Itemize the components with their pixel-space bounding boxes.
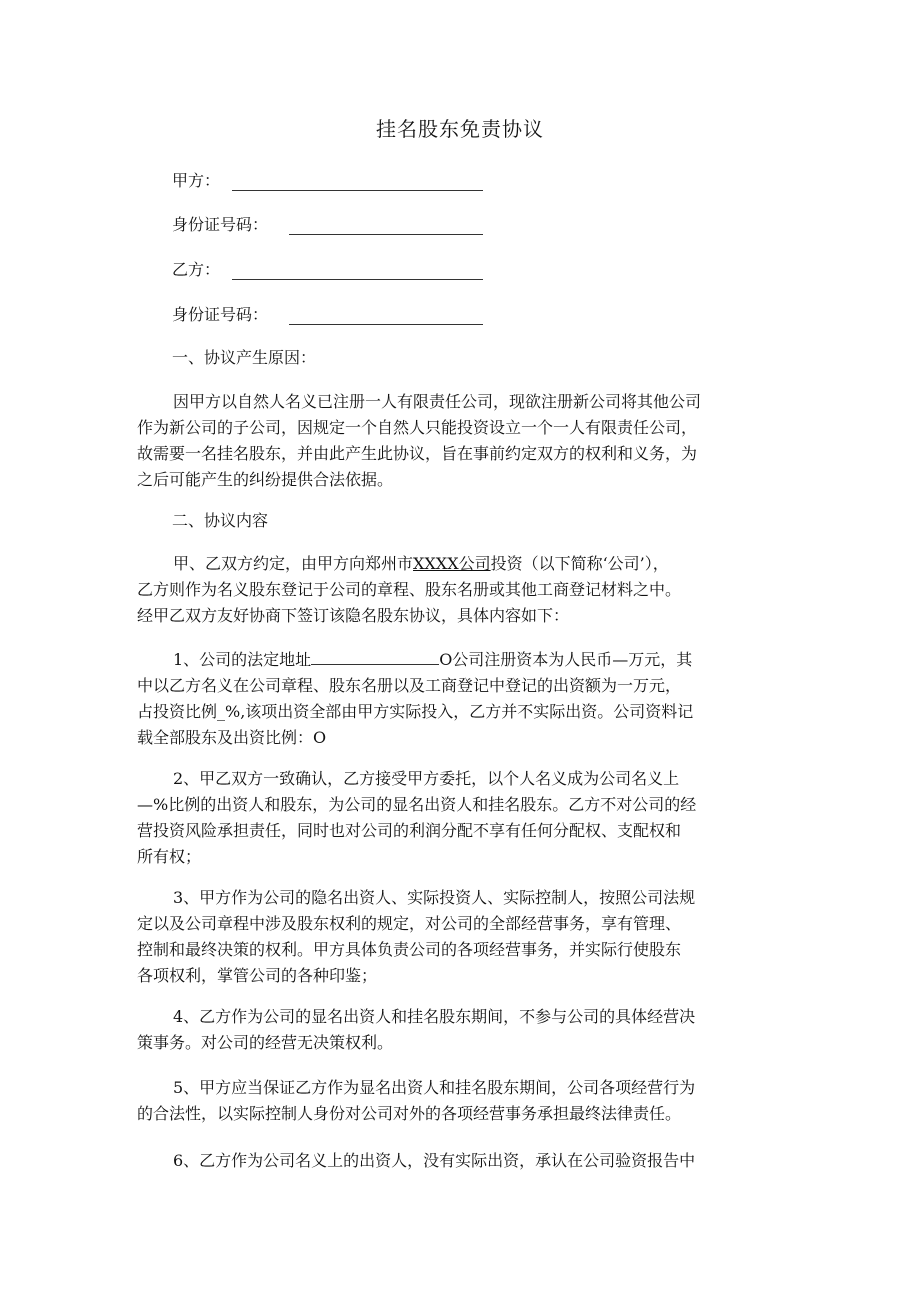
paragraph-line: 4、乙方作为公司的显名出资人和挂名股东期间，不参与公司的具体经营决 [173, 1007, 696, 1026]
id-b-field [172, 303, 268, 327]
paragraph-line: —%比例的出资人和股东，为公司的显名出资人和挂名股东。乙方不对公司的经 [137, 795, 697, 814]
paragraph-line [137, 647, 785, 673]
company-name: XXXX公司 [413, 554, 491, 573]
section-1-heading: 一、协议产生原因： [172, 348, 317, 367]
paragraph-line: 中以乙方名义在公司章程、股东名册以及工商登记中登记的出资额为一万元， [137, 676, 682, 695]
id-b-label: 身份证号码： [172, 305, 269, 324]
item-2 [137, 766, 785, 870]
id-a-field [172, 213, 268, 237]
party-a-label: 甲方： [172, 171, 221, 190]
address-blank-line [311, 647, 439, 665]
item-text: O公司注册资本为人民币—万元，其 [439, 650, 693, 669]
paragraph-line: 各项权利，掌管公司的各种印鉴； [137, 966, 378, 985]
intro-text: 投资（以下简称‘公司’）， [490, 554, 669, 573]
party-b-blank-line [232, 279, 483, 280]
paragraph-line: 作为新公司的子公司，因规定一个自然人只能投资设立一个一人有限责任公司， [137, 418, 698, 437]
paragraph-line: 所有权； [137, 847, 202, 866]
section-2-heading: 二、协议内容 [172, 511, 269, 530]
paragraph-line: 因甲方以自然人名义已注册一人有限责任公司，现欲注册新公司将其他公司 [173, 392, 702, 411]
item-1 [137, 647, 785, 751]
intro-text: 甲、乙双方约定，由甲方向郑州市 [173, 554, 414, 573]
id-b-blank-line [289, 324, 483, 325]
paragraph-line: 3、甲方作为公司的隐名出资人、实际投资人、实际控制人，按照公司法规 [173, 888, 696, 907]
paragraph-line: 5、甲方应当保证乙方作为显名出资人和挂名股东期间，公司各项经营行为 [173, 1078, 696, 1097]
paragraph-line: 占投资比例_%,该项出资全部由甲方实际投入，乙方并不实际出资。公司资料记 [137, 702, 694, 721]
item-5 [137, 1075, 785, 1127]
paragraph-line: 策事务。对公司的经营无决策权利。 [137, 1033, 394, 1052]
item-3 [137, 885, 785, 989]
paragraph-line: 经甲乙双方友好协商下签订该隐名股东协议，具体内容如下： [137, 606, 570, 625]
item-text: 1、公司的法定地址 [173, 650, 312, 669]
id-a-blank-line [289, 234, 483, 235]
paragraph-line: 2、甲乙双方一致确认，乙方接受甲方委托，以个人名义成为公司名义上 [173, 769, 680, 788]
paragraph-line: 定以及公司章程中涉及股东权利的规定，对公司的全部经营事务，享有管理、 [137, 914, 682, 933]
section-2-intro [137, 551, 785, 629]
paragraph-line: 的合法性，以实际控制人身份对公司对外的各项经营事务承担最终法律责任。 [137, 1104, 682, 1123]
paragraph-line: 故需要一名挂名股东，并由此产生此协议，旨在事前约定双方的权利和义务，为 [137, 444, 698, 463]
paragraph-line: 营投资风险承担责任，同时也对公司的利润分配不享有任何分配权、支配权和 [137, 821, 682, 840]
paragraph-line: 之后可能产生的纠纷提供合法依据。 [137, 470, 394, 489]
item-4 [137, 1004, 785, 1056]
paragraph-line [137, 551, 785, 577]
paragraph-line: 控制和最终决策的权利。甲方具体负责公司的各项经营事务，并实际行使股东 [137, 940, 682, 959]
id-a-label: 身份证号码： [172, 215, 269, 234]
paragraph-line: 6、乙方作为公司名义上的出资人，没有实际出资，承认在公司验资报告中 [173, 1151, 696, 1170]
paragraph-line: 载全部股东及出资比例：O [137, 728, 327, 747]
party-a-blank-line [232, 190, 483, 191]
party-a-field [172, 169, 220, 193]
party-b-field [172, 258, 220, 282]
party-b-label: 乙方： [172, 260, 221, 279]
item-6 [137, 1148, 785, 1174]
paragraph-line: 乙方则作为名义股东登记于公司的章程、股东名册或其他工商登记材料之中。 [137, 580, 682, 599]
section-1-paragraph [137, 389, 785, 493]
document-title: 挂名股东免责协议 [376, 117, 544, 141]
